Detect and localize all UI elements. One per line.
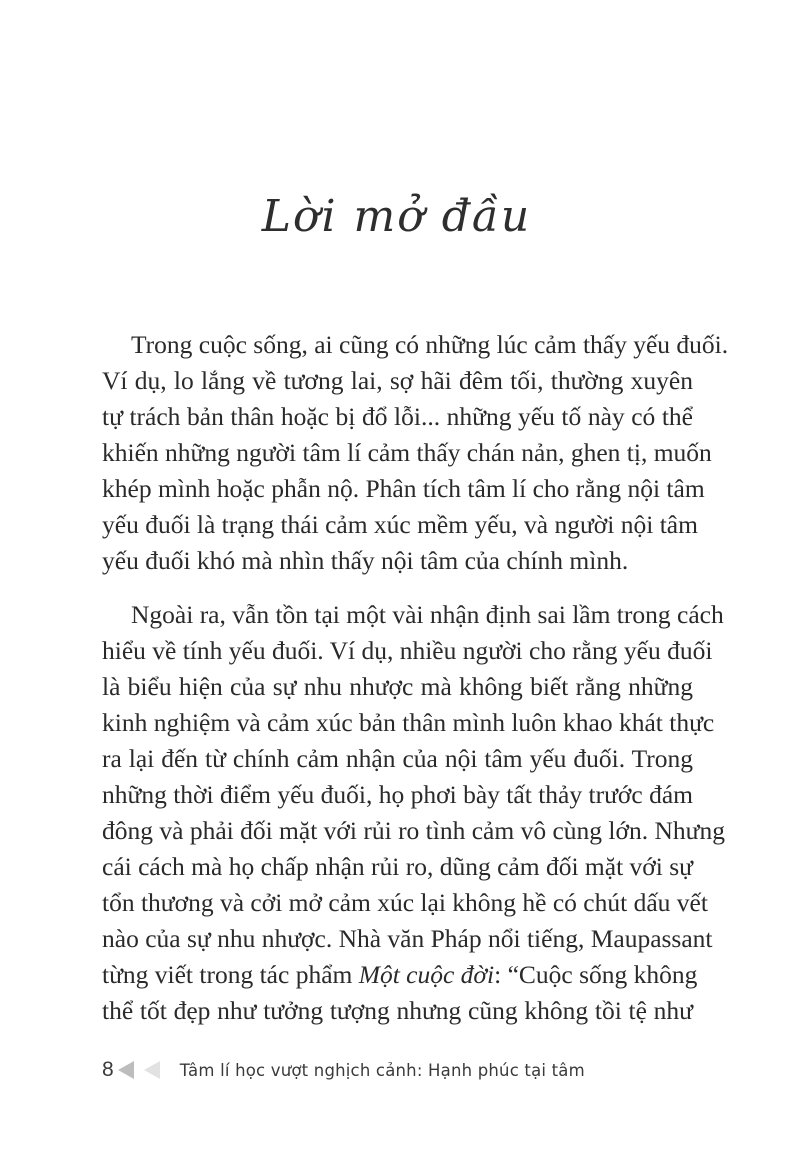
text-line: Ví dụ, lo lắng về tương lai, sợ hãi đêm tối, thường xuyên bbox=[102, 366, 693, 395]
text-line: hiểu về tính yếu đuối. Ví dụ, nhiều người cho rằng yếu đuối bbox=[102, 636, 713, 665]
book-title: Một cuộc đời bbox=[358, 960, 495, 989]
chapter-title: Lời mở đầu bbox=[261, 191, 532, 242]
text-line: tự trách bản thân hoặc bị đổ lỗi... những yếu tố này có thể bbox=[102, 402, 693, 431]
text-line: Trong cuộc sống, ai cũng có những lúc cảm thấy yếu đuối. bbox=[131, 330, 729, 359]
text-segment: từng viết trong tác phẩm bbox=[102, 960, 359, 989]
left-triangle-icon bbox=[118, 1061, 134, 1079]
page-footer bbox=[102, 1055, 585, 1085]
text-line-with-book-title bbox=[102, 957, 698, 993]
text-line: ra lại đến từ chính cảm nhận của nội tâm yếu đuối. Trong bbox=[102, 744, 693, 773]
text-line: yếu đuối khó mà nhìn thấy nội tâm của chính mình. bbox=[102, 546, 629, 575]
running-title: Tâm lí học vượt nghịch cảnh: Hạnh phúc tại tâm bbox=[179, 1060, 585, 1080]
text-line: tổn thương và cởi mở cảm xúc lại không hề có chút dấu vết bbox=[102, 888, 708, 917]
page-number: 8 bbox=[102, 1058, 114, 1081]
text-line: đông và phải đối mặt với rủi ro tình cảm vô cùng lớn. Nhưng bbox=[102, 816, 725, 845]
text-line: nào của sự nhu nhược. Nhà văn Pháp nổi tiếng, Maupassant bbox=[102, 924, 713, 953]
paragraph-2 bbox=[102, 597, 725, 1029]
text-line: khép mình hoặc phẫn nộ. Phân tích tâm lí cho rằng nội tâm bbox=[102, 474, 705, 503]
text-line: Ngoài ra, vẫn tồn tại một vài nhận định sai lầm trong cách bbox=[131, 600, 724, 629]
text-line: là biểu hiện của sự nhu nhược mà không biết rằng những bbox=[102, 672, 693, 701]
text-line: thể tốt đẹp như tưởng tượng nhưng cũng không tồi tệ như bbox=[102, 996, 693, 1025]
text-line: yếu đuối là trạng thái cảm xúc mềm yếu, và người nội tâm bbox=[102, 510, 698, 539]
left-triangle-icon bbox=[144, 1061, 160, 1079]
text-segment: : “Cuộc sống không bbox=[494, 960, 698, 989]
text-line: những thời điểm yếu đuối, họ phơi bày tất thảy trước đám bbox=[102, 780, 693, 809]
paragraph-1 bbox=[102, 327, 729, 579]
text-line: kinh nghiệm và cảm xúc bản thân mình luôn khao khát thực bbox=[102, 708, 715, 737]
text-line: cái cách mà họ chấp nhận rủi ro, dũng cảm đối mặt với sự bbox=[102, 852, 693, 881]
text-line: khiến những người tâm lí cảm thấy chán nản, ghen tị, muốn bbox=[102, 438, 712, 467]
